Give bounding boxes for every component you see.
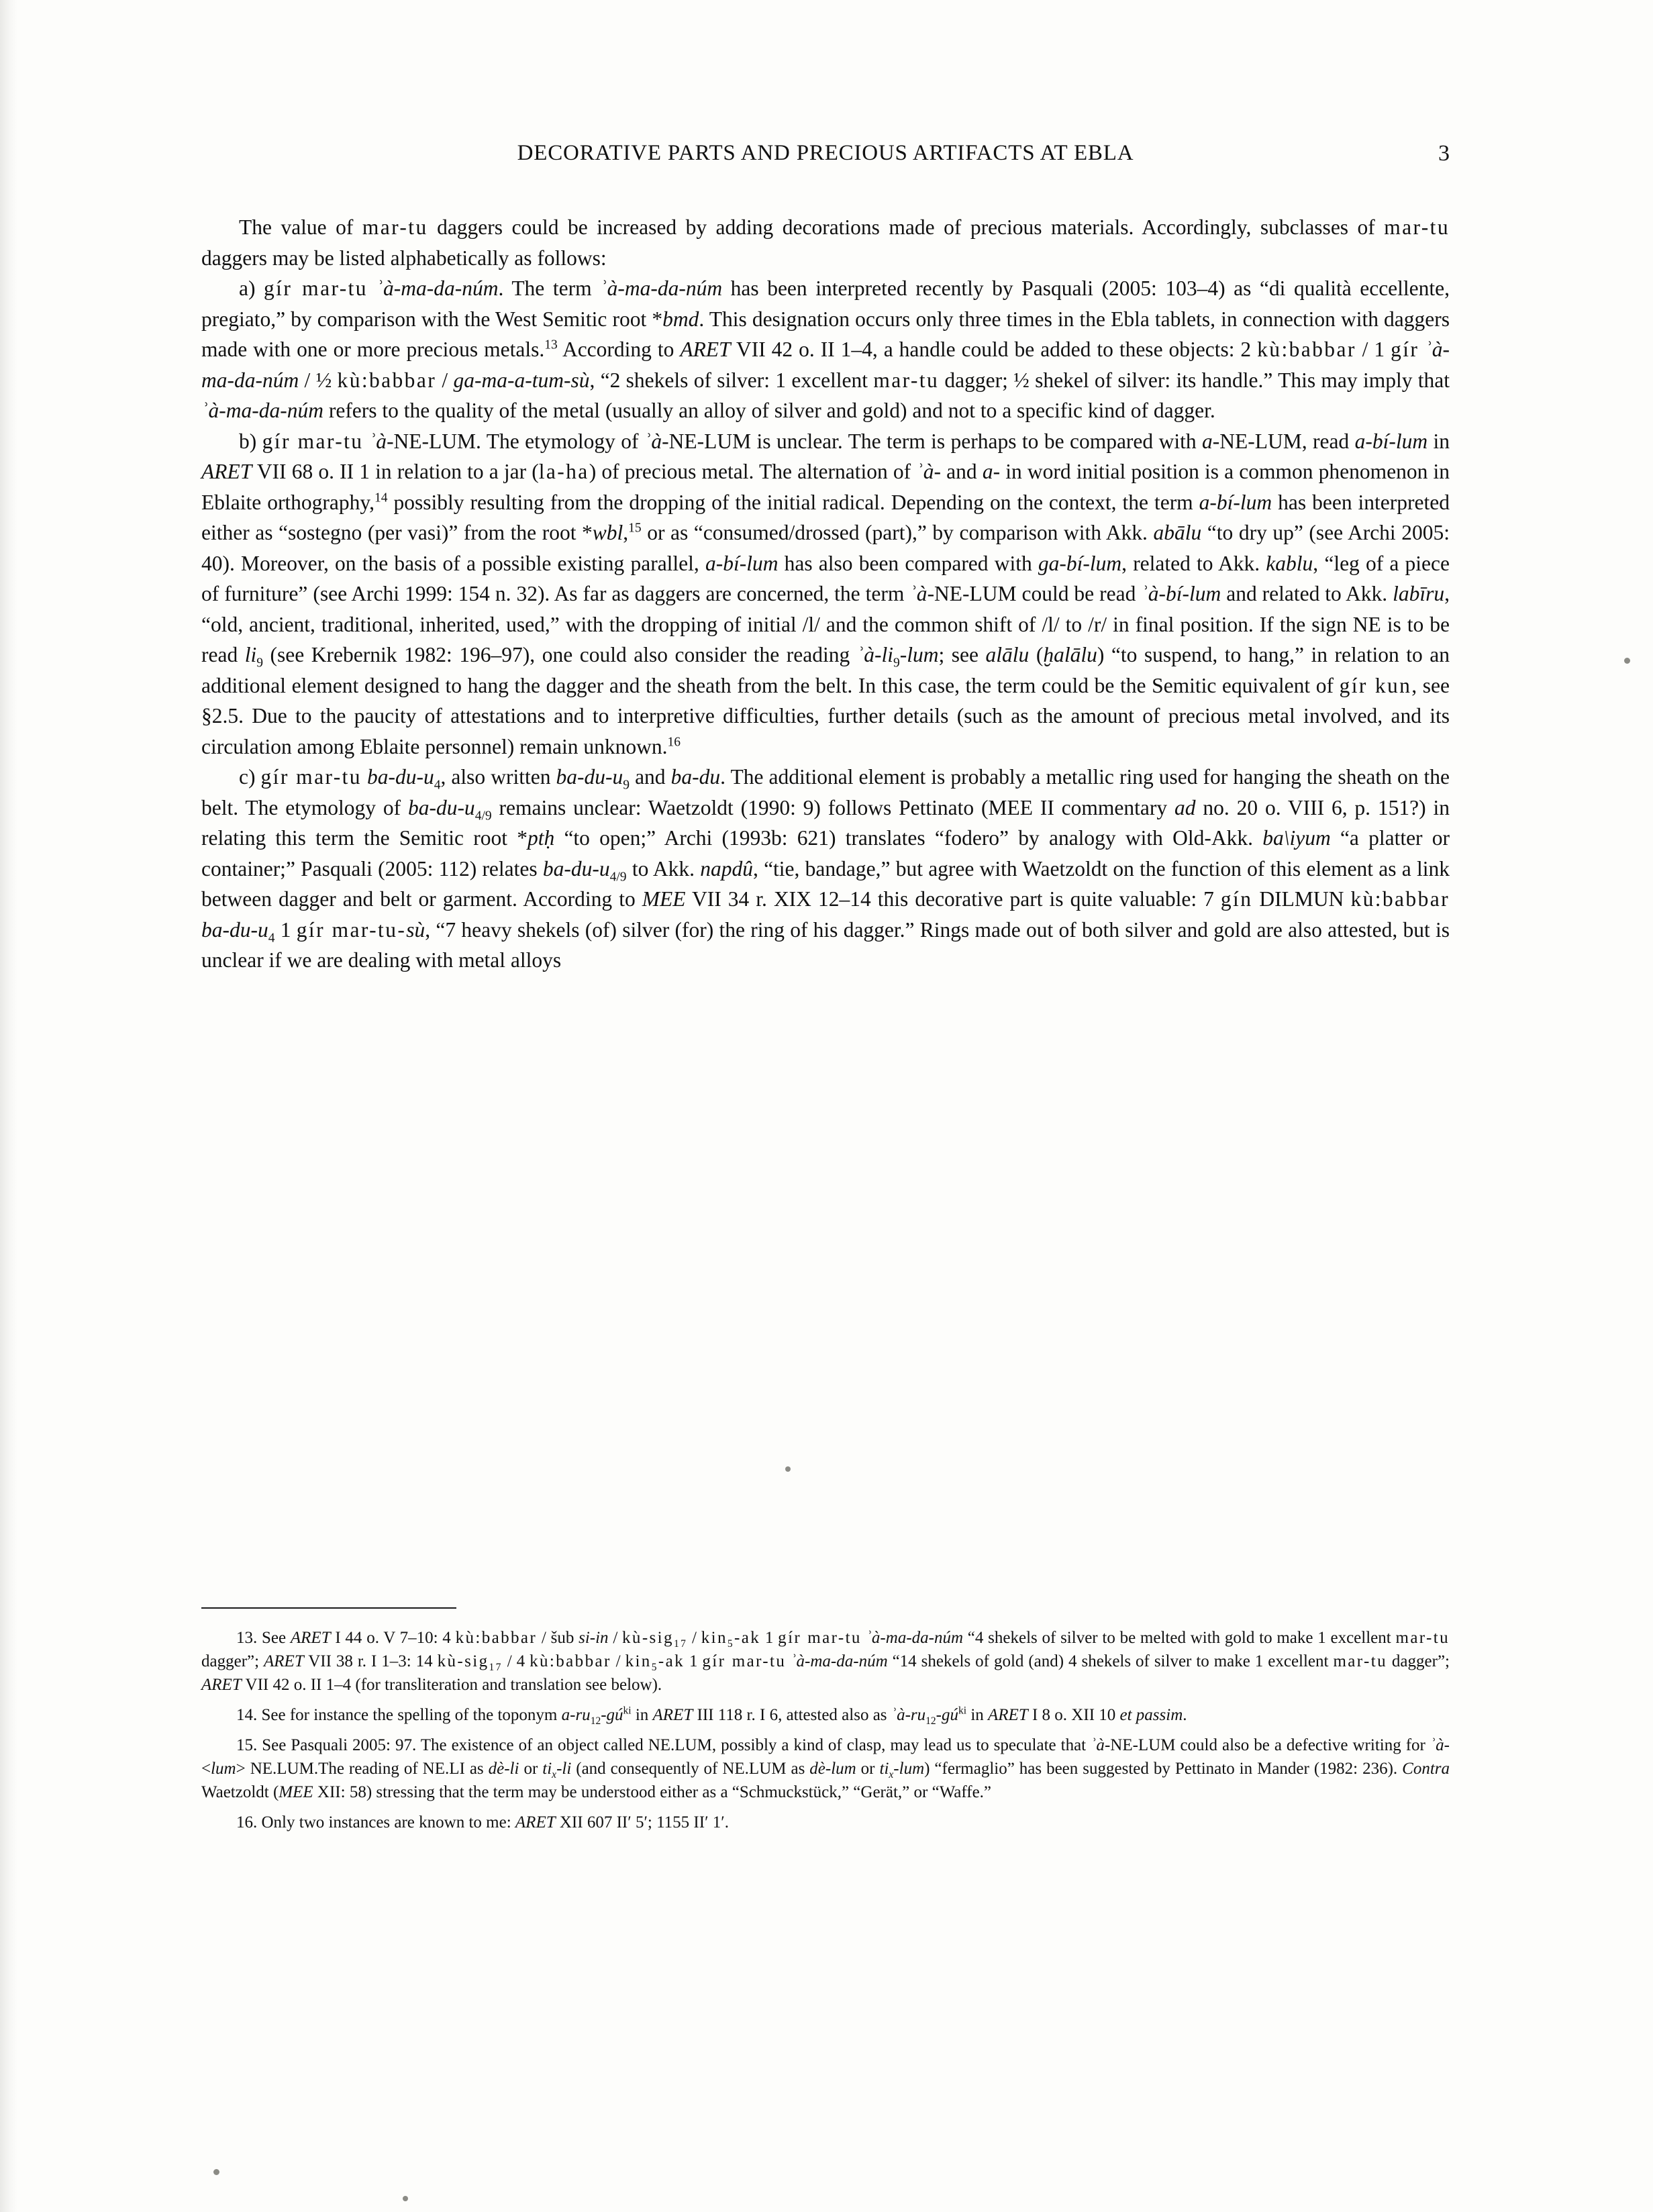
footnote-16: 16. Only two instances are known to me: ARET XII 607 II′ 5′; 1155 II′ 1′.	[236, 1813, 730, 1831]
footnote-number: 16.	[236, 1813, 258, 1831]
scan-edge	[0, 0, 17, 2212]
footnote-15: 15. See Pasquali 2005: 97. The existence of an object called NE.LUM, possibly a kind of clasp, may lead us to speculate that ʾà-NE-LUM could also be a defective writing for ʾà-<lum> NE.LUM.The reading of NE.LI as dè-li or $ti_x-li$ (and consequently of NE.LUM as dè-lum or $ti_x-lum$) “fermaglio” has been suggested by Pettinato in Mander (1982: 236). Contra Waetzoldt (MEE XII: 58) stressing that the term may be understood either as a “Schmuckstück,” “Gerät,” or “Waffe.”	[201, 1736, 1450, 1801]
running-head-title: DECORATIVE PARTS AND PRECIOUS ARTIFACTS AT EBLA	[517, 141, 1134, 165]
footnote-number: 14.	[236, 1706, 258, 1724]
page-number: 3	[1438, 141, 1450, 166]
footnote-13: 13. See ARET I 44 o. V 7–10: 4 kù:babbar / šub si-in / kù-sig$_{17}$ / kin$_5$-ak 1 gír mar-tu ʾà-ma-da-núm “4 shekels of silver to be melted with gold to make 1 excellent mar-tu dagger”; ARET VII 38 r. I 1–3: 14 kù-sig$_{17}$ / 4 kù:babbar / kin$_5$-ak 1 gír mar-tu ʾà-ma-da-núm “14 shekels of gold (and) 4 shekels of silver to make 1 excellent mar-tu dagger”; ARET VII 42 o. II 1–4 (for transliteration and translation see below).	[201, 1629, 1450, 1694]
paragraph-b: b) gír mar-tu ʾà-NE-LUM. The etymology of ʾà-NE-LUM is unclear. The term is perhaps to be compared with a-NE-LUM, read a-bí-lum in ARET VII 68 o. II 1 in relation to a jar (la-ha) of precious metal. The alternation of ʾà- and a- in word initial position is a common phenomenon in Eblaite orthography,$^{14}$ possibly resulting from the dropping of the initial radical. Depending on the context, the term a-bí-lum has been interpreted either as “sostegno (per vasi)” from the root *wbl,$^{15}$ or as “consumed/drossed (part),” by comparison with Akk. abālu “to dry up” (see Archi 2005: 40). Moreover, on the basis of a possible existing parallel, a-bí-lum has also been compared with ga-bí-lum, related to Akk. kablu, “leg of a piece of furniture” (see Archi 1999: 154 n. 32). As far as daggers are concerned, the term ʾà-NE-LUM could be read ʾà-bí-lum and related to Akk. labīru, “old, ancient, traditional, inherited, used,” with the dropping of initial /l/ and the common shift of /l/ to /r/ in final position. If the sign NE is to be read $li_9$ (see Krebernik 1982: 196–97), one could also consider the reading $ʾà-li_9$-lum; see alālu (ḫalālu) “to suspend, to hang,” in relation to an additional element designed to hang the dagger and the sheath from the belt. In this case, the term could be the Semitic equivalent of gír kun, see §2.5. Due to the paucity of attestations and to interpretive difficulties, further details (such as the amount of precious metal involved, and its circulation among Eblaite personnel) remain unknown.$^{16}$	[201, 429, 1450, 758]
paragraph-c: c) gír mar-tu $ba-du-u_4$, also written $ba-du-u_9$ and ba-du. The additional element is probably a metallic ring used for hanging the sheath on the belt. The etymology of $ba-du-u_{4/9}$ remains unclear: Waetzoldt (1990: 9) follows Pettinato (MEE II commentary ad no. 20 o. VIII 6, p. 151?) in relating this term the Semitic root *ptḥ “to open;” Archi (1993b: 621) translates “fodero” by analogy with Old-Akk. ba\iyum “a platter or container;” Pasquali (2005: 112) relates $ba-du-u_{4/9}$ to Akk. napdû, “tie, bandage,” but agree with Waetzoldt on the function of this element as a link between dagger and belt or garment. According to MEE VII 34 r. XIX 12–14 this decorative part is quite valuable: 7 gín DILMUN kù:babbar $ba-du-u_4$ 1 gír mar-tu-sù, “7 heavy shekels (of) silver (for) the ring of his dagger.” Rings made out of both silver and gold are also attested, but is unclear if we are dealing with metal alloys	[201, 765, 1450, 972]
footnote-number: 13.	[236, 1629, 258, 1647]
footnote-number: 15.	[236, 1736, 258, 1754]
paragraph-intro: The value of mar-tu daggers could be increased by adding decorations made of precious materials. Accordingly, subclasses of mar-tu daggers may be listed alphabetically as follows:	[201, 215, 1450, 270]
scan-speck	[403, 2196, 408, 2201]
footnotes-section	[201, 1607, 1450, 1834]
paragraph-a: a) gír mar-tu ʾà-ma-da-núm. The term ʾà-ma-da-núm has been interpreted recently by Pasquali (2005: 103–4) as “di qualità eccellente, pregiato,” by comparison with the West Semitic root *bmd. This designation occurs only three times in the Ebla tablets, in connection with daggers made with one or more precious metals.$^{13}$ According to ARET VII 42 o. II 1–4, a handle could be added to these objects: 2 kù:babbar / 1 gír ʾà-ma-da-núm / ½ kù:babbar / ga-ma-a-tum-sù, “2 shekels of silver: 1 excellent mar-tu dagger; ½ shekel of silver: its handle.” This may imply that ʾà-ma-da-núm refers to the quality of the metal (usually an alloy of silver and gold) and not to a specific kind of dagger.	[201, 276, 1450, 422]
running-head	[201, 141, 1450, 177]
scan-speck	[1624, 658, 1630, 664]
article-body	[201, 141, 1450, 976]
footnote-rule	[201, 1607, 456, 1609]
scan-speck	[785, 1466, 791, 1472]
scan-speck	[213, 2169, 219, 2175]
footnote-14: 14. See for instance the spelling of the toponym $a-ru_{12}-gú^{ki}$ in ARET III 118 r. I 6, attested also as $ʾà-ru_{12}-gú^{ki}$ in ARET I 8 o. XII 10 et passim.	[236, 1705, 1187, 1727]
